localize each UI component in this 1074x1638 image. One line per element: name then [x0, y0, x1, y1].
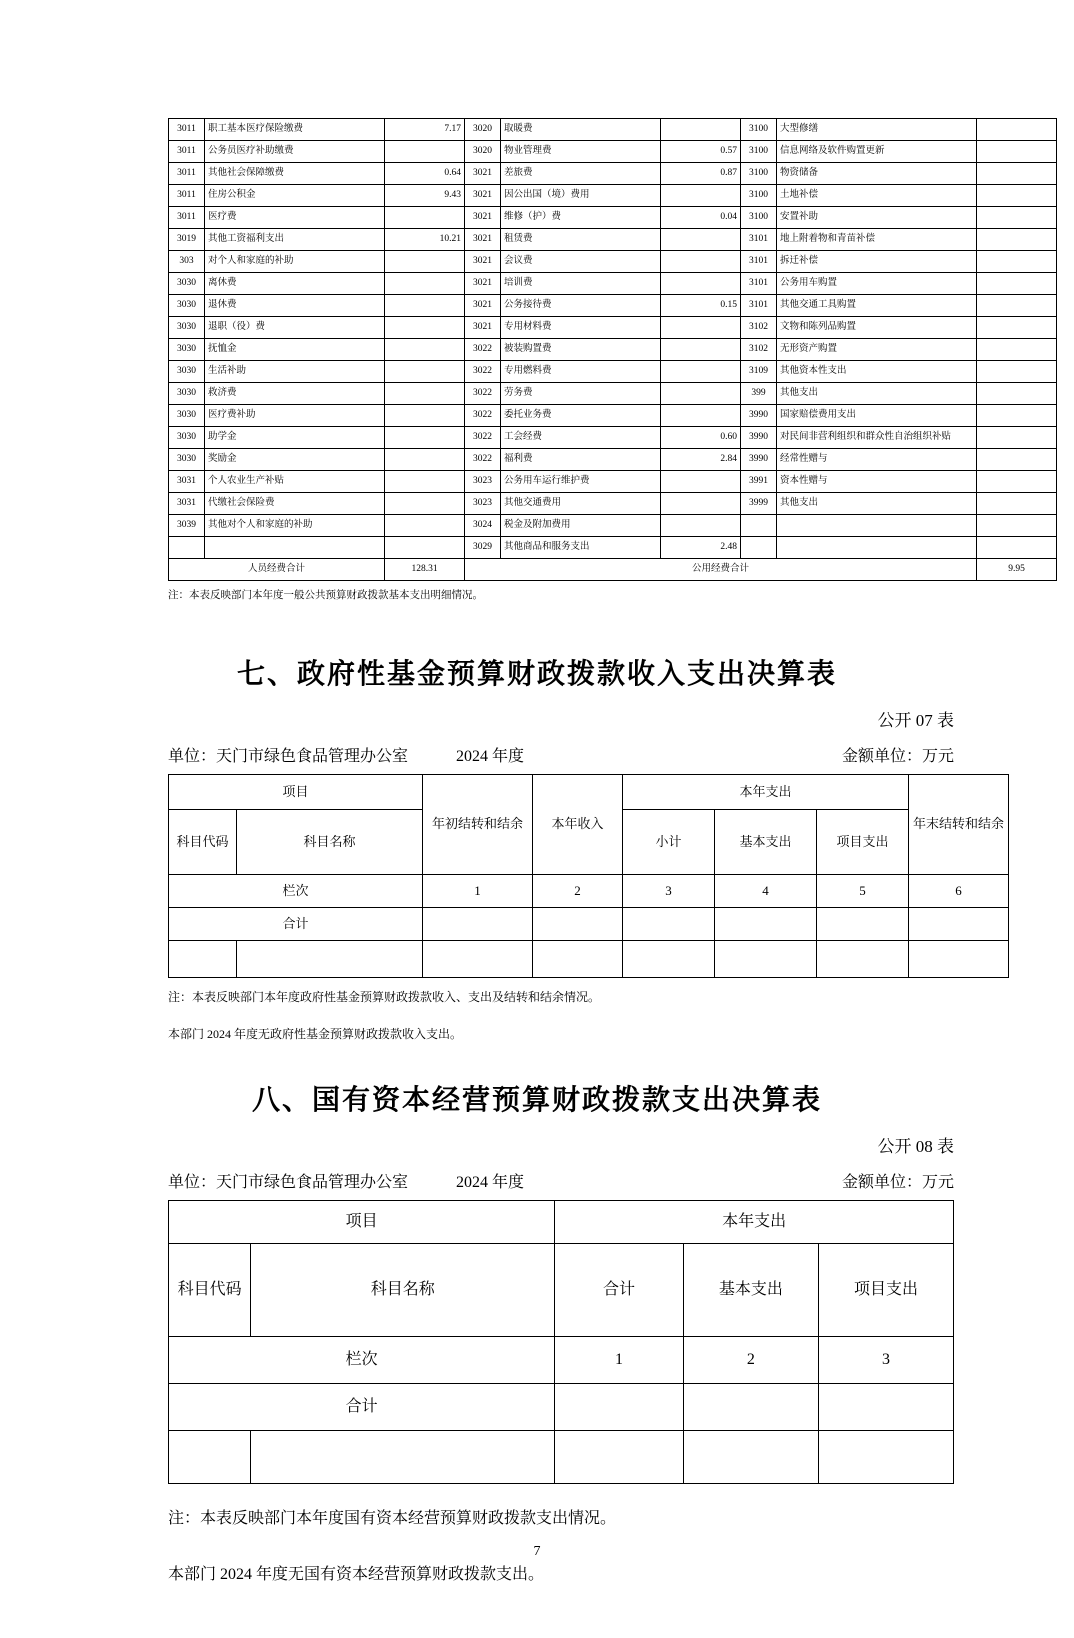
row-value-3 — [977, 229, 1057, 251]
row-code-1: 3011 — [169, 141, 205, 163]
table-row — [169, 493, 1057, 515]
row-value-2 — [661, 471, 741, 493]
s7-col-num-6: 6 — [909, 875, 1009, 908]
row-value-3 — [977, 185, 1057, 207]
row-name-2: 工会经费 — [501, 427, 661, 449]
row-value-2 — [661, 273, 741, 295]
row-code-3: 3102 — [741, 317, 777, 339]
s8-head-expenditure: 本年支出 — [555, 1201, 954, 1244]
row-name-3: 对民间非营利组织和群众性自治组织补贴 — [777, 427, 977, 449]
table-row — [169, 317, 1057, 339]
section7-note-2: 本部门 2024 年度无政府性基金预算财政拨款收入支出。 — [168, 1027, 463, 1042]
row-code-1: 3031 — [169, 493, 205, 515]
row-value-2 — [661, 493, 741, 515]
detail-grid — [168, 118, 1057, 581]
row-value-2 — [661, 317, 741, 339]
row-code-2: 3022 — [465, 405, 501, 427]
s7-total-label: 合计 — [169, 908, 423, 941]
s7-empty-code — [169, 941, 237, 978]
row-name-3: 安置补助 — [777, 207, 977, 229]
row-name-3: 其他支出 — [777, 383, 977, 405]
table-row — [169, 251, 1057, 273]
row-code-3: 3101 — [741, 229, 777, 251]
row-value-2 — [661, 339, 741, 361]
row-code-1: 3030 — [169, 427, 205, 449]
table-row — [169, 141, 1057, 163]
row-value-2: 0.15 — [661, 295, 741, 317]
row-code-2: 3022 — [465, 449, 501, 471]
section8-open-label: 公开 08 表 — [877, 1137, 954, 1157]
row-name-1: 其他工资福利支出 — [205, 229, 385, 251]
row-code-1: 3030 — [169, 361, 205, 383]
s7-empty-name — [237, 941, 423, 978]
row-value-3 — [977, 493, 1057, 515]
s7-empty-c6 — [909, 941, 1009, 978]
row-name-2: 税金及附加费用 — [501, 515, 661, 537]
row-code-2: 3021 — [465, 207, 501, 229]
row-code-1: 3019 — [169, 229, 205, 251]
row-code-3 — [741, 537, 777, 559]
table-row — [169, 383, 1057, 405]
s7-total-c2 — [533, 908, 623, 941]
s8-head-basic: 基本支出 — [683, 1244, 818, 1337]
row-name-3: 其他资本性支出 — [777, 361, 977, 383]
detail-table-note: 注：本表反映部门本年度一般公共预算财政拨款基本支出明细情况。 — [168, 590, 483, 601]
row-value-1 — [385, 141, 465, 163]
row-value-1: 7.17 — [385, 119, 465, 141]
row-code-2: 3021 — [465, 295, 501, 317]
row-value-1 — [385, 493, 465, 515]
s8-total-c1 — [555, 1384, 684, 1431]
row-value-3 — [977, 273, 1057, 295]
row-code-2: 3021 — [465, 229, 501, 251]
row-name-2: 培训费 — [501, 273, 661, 295]
section8-note-1: 注：本表反映部门本年度国有资本经营预算财政拨款支出情况。 — [168, 1510, 617, 1528]
row-name-2: 公务用车运行维护费 — [501, 471, 661, 493]
s7-total-c3 — [623, 908, 715, 941]
row-name-1: 医疗费 — [205, 207, 385, 229]
s8-empty-code — [169, 1431, 251, 1484]
table-row — [169, 273, 1057, 295]
row-name-2: 因公出国（境）费用 — [501, 185, 661, 207]
s8-col-num-2: 2 — [683, 1337, 818, 1384]
row-name-3: 公务用车购置 — [777, 273, 977, 295]
row-name-1: 公务员医疗补助缴费 — [205, 141, 385, 163]
row-name-1: 抚恤金 — [205, 339, 385, 361]
row-code-2: 3023 — [465, 471, 501, 493]
row-name-1: 救济费 — [205, 383, 385, 405]
row-value-3 — [977, 515, 1057, 537]
row-name-3: 其他支出 — [777, 493, 977, 515]
table-row — [169, 449, 1057, 471]
table-row — [169, 163, 1057, 185]
s8-empty-name — [251, 1431, 555, 1484]
summary-row — [169, 559, 1057, 581]
row-code-3: 3101 — [741, 251, 777, 273]
public-total-value: 9.95 — [977, 559, 1057, 581]
row-value-2 — [661, 361, 741, 383]
row-value-1 — [385, 471, 465, 493]
row-value-3 — [977, 251, 1057, 273]
row-name-1: 对个人和家庭的补助 — [205, 251, 385, 273]
row-name-1: 个人农业生产补贴 — [205, 471, 385, 493]
s7-head-end-balance: 年末结转和结余 — [909, 775, 1009, 875]
s8-empty-c2 — [683, 1431, 818, 1484]
row-code-3: 3101 — [741, 295, 777, 317]
row-value-3 — [977, 295, 1057, 317]
row-value-3 — [977, 141, 1057, 163]
row-code-3: 3990 — [741, 449, 777, 471]
row-name-1: 医疗费补助 — [205, 405, 385, 427]
row-value-2: 0.04 — [661, 207, 741, 229]
row-code-2: 3022 — [465, 339, 501, 361]
row-code-3: 3990 — [741, 427, 777, 449]
row-value-3 — [977, 405, 1057, 427]
row-value-3 — [977, 119, 1057, 141]
s7-head-begin-balance: 年初结转和结余 — [423, 775, 533, 875]
row-name-3: 经常性赠与 — [777, 449, 977, 471]
row-value-2 — [661, 185, 741, 207]
row-name-1: 助学金 — [205, 427, 385, 449]
s8-empty-c1 — [555, 1431, 684, 1484]
row-code-1: 3011 — [169, 119, 205, 141]
row-name-3 — [777, 537, 977, 559]
s8-head-project: 项目 — [169, 1201, 555, 1244]
row-name-1: 其他社会保障缴费 — [205, 163, 385, 185]
row-name-2: 租赁费 — [501, 229, 661, 251]
row-name-2: 取暖费 — [501, 119, 661, 141]
row-name-2: 会议费 — [501, 251, 661, 273]
row-code-3: 399 — [741, 383, 777, 405]
section7-open-label: 公开 07 表 — [877, 711, 954, 730]
public-total-label: 公用经费合计 — [465, 559, 977, 581]
s7-total-c4 — [715, 908, 817, 941]
row-name-2: 维修（护）费 — [501, 207, 661, 229]
s8-head-project-exp: 项目支出 — [818, 1244, 953, 1337]
row-name-2: 劳务费 — [501, 383, 661, 405]
row-value-3 — [977, 361, 1057, 383]
s7-empty-c4 — [715, 941, 817, 978]
s8-col-num-3: 3 — [818, 1337, 953, 1384]
row-name-3: 其他交通工具购置 — [777, 295, 977, 317]
row-value-2 — [661, 119, 741, 141]
row-value-1 — [385, 537, 465, 559]
row-value-1 — [385, 273, 465, 295]
row-code-2: 3022 — [465, 427, 501, 449]
section7-meta — [168, 743, 954, 766]
s7-head-code: 科目代码 — [169, 810, 237, 875]
row-value-3 — [977, 449, 1057, 471]
row-name-3: 拆迁补偿 — [777, 251, 977, 273]
row-value-1 — [385, 339, 465, 361]
row-name-1 — [205, 537, 385, 559]
row-code-3: 3991 — [741, 471, 777, 493]
s7-total-c6 — [909, 908, 1009, 941]
row-code-3 — [741, 515, 777, 537]
row-code-3: 3990 — [741, 405, 777, 427]
s8-total-c3 — [818, 1384, 953, 1431]
row-code-3: 3100 — [741, 163, 777, 185]
row-value-1 — [385, 361, 465, 383]
section7-unit: 单位：天门市绿色食品管理办公室 — [168, 748, 409, 765]
row-code-1: 3011 — [169, 163, 205, 185]
s7-total-c5 — [817, 908, 909, 941]
row-code-3: 3100 — [741, 207, 777, 229]
row-code-1: 3030 — [169, 405, 205, 427]
section7-table — [168, 774, 1009, 978]
table-row — [169, 185, 1057, 207]
row-code-2: 3021 — [465, 251, 501, 273]
row-value-1 — [385, 251, 465, 273]
row-code-2: 3024 — [465, 515, 501, 537]
row-name-3: 地上附着物和青苗补偿 — [777, 229, 977, 251]
personnel-total-label: 人员经费合计 — [169, 559, 385, 581]
row-name-1: 其他对个人和家庭的补助 — [205, 515, 385, 537]
row-value-1 — [385, 449, 465, 471]
s7-head-subtotal: 小计 — [623, 810, 715, 875]
s7-empty-c2 — [533, 941, 623, 978]
row-value-3 — [977, 163, 1057, 185]
row-value-1: 10.21 — [385, 229, 465, 251]
row-value-1 — [385, 515, 465, 537]
row-code-3: 3999 — [741, 493, 777, 515]
section7-title: 七、政府性基金预算财政拨款收入支出决算表 — [236, 658, 837, 689]
row-code-2: 3020 — [465, 141, 501, 163]
row-name-3: 文物和陈列品购置 — [777, 317, 977, 339]
s8-col-row-label: 栏次 — [169, 1337, 555, 1384]
table-row — [169, 515, 1057, 537]
s7-total-c1 — [423, 908, 533, 941]
row-value-2: 2.48 — [661, 537, 741, 559]
row-name-3: 资本性赠与 — [777, 471, 977, 493]
table-row — [169, 537, 1057, 559]
row-name-2: 公务接待费 — [501, 295, 661, 317]
row-code-1: 3030 — [169, 449, 205, 471]
row-value-2 — [661, 515, 741, 537]
row-code-3: 3101 — [741, 273, 777, 295]
row-name-1: 退职（役）费 — [205, 317, 385, 339]
row-value-2 — [661, 383, 741, 405]
s8-head-name: 科目名称 — [251, 1244, 555, 1337]
row-value-1 — [385, 427, 465, 449]
s7-col-num-5: 5 — [817, 875, 909, 908]
row-name-3: 信息网络及软件购置更新 — [777, 141, 977, 163]
row-code-1: 3011 — [169, 185, 205, 207]
row-name-2: 其他商品和服务支出 — [501, 537, 661, 559]
row-value-2 — [661, 405, 741, 427]
row-code-3: 3102 — [741, 339, 777, 361]
row-code-2: 3021 — [465, 317, 501, 339]
s7-head-basic: 基本支出 — [715, 810, 817, 875]
row-name-2: 差旅费 — [501, 163, 661, 185]
table-row — [169, 405, 1057, 427]
row-name-3: 物资储备 — [777, 163, 977, 185]
s7-head-expenditure: 本年支出 — [623, 775, 909, 810]
row-code-1: 3030 — [169, 295, 205, 317]
row-value-3 — [977, 207, 1057, 229]
table-row — [169, 295, 1057, 317]
s8-head-total: 合计 — [555, 1244, 684, 1337]
section8-table — [168, 1200, 954, 1484]
section7-note-1: 注：本表反映部门本年度政府性基金预算财政拨款收入、支出及结转和结余情况。 — [168, 990, 601, 1004]
s7-head-project-exp: 项目支出 — [817, 810, 909, 875]
row-name-2: 福利费 — [501, 449, 661, 471]
row-name-1: 职工基本医疗保险缴费 — [205, 119, 385, 141]
s8-empty-c3 — [818, 1431, 953, 1484]
row-value-1 — [385, 295, 465, 317]
row-value-2 — [661, 229, 741, 251]
s8-total-label: 合计 — [169, 1384, 555, 1431]
row-value-2: 0.87 — [661, 163, 741, 185]
row-code-3: 3109 — [741, 361, 777, 383]
row-value-1 — [385, 207, 465, 229]
table-row — [169, 229, 1057, 251]
s8-total-c2 — [683, 1384, 818, 1431]
section7-year: 2024 年度 — [456, 748, 525, 765]
row-name-3: 无形资产购置 — [777, 339, 977, 361]
row-name-2: 专用燃料费 — [501, 361, 661, 383]
basic-expenditure-detail-table — [168, 118, 1025, 581]
row-name-2: 专用材料费 — [501, 317, 661, 339]
row-name-1: 奖励金 — [205, 449, 385, 471]
row-value-3 — [977, 471, 1057, 493]
row-name-2: 其他交通费用 — [501, 493, 661, 515]
row-code-1: 3039 — [169, 515, 205, 537]
s7-head-name: 科目名称 — [237, 810, 423, 875]
table-row — [169, 119, 1057, 141]
row-value-2 — [661, 251, 741, 273]
table-row — [169, 207, 1057, 229]
table-row — [169, 339, 1057, 361]
row-code-2: 3029 — [465, 537, 501, 559]
row-value-3 — [977, 317, 1057, 339]
row-value-1: 0.64 — [385, 163, 465, 185]
section8-title: 八、国有资本经营预算财政拨款支出决算表 — [251, 1084, 822, 1116]
s7-col-num-4: 4 — [715, 875, 817, 908]
personnel-total-value: 128.31 — [385, 559, 465, 581]
s7-col-row-label: 栏次 — [169, 875, 423, 908]
s7-empty-c5 — [817, 941, 909, 978]
row-code-1: 3030 — [169, 383, 205, 405]
row-name-1: 代缴社会保险费 — [205, 493, 385, 515]
row-value-1 — [385, 317, 465, 339]
row-value-1 — [385, 405, 465, 427]
row-name-3: 土地补偿 — [777, 185, 977, 207]
document-page — [0, 118, 1074, 1638]
row-name-3: 国家赔偿费用支出 — [777, 405, 977, 427]
section8-meta — [168, 1169, 954, 1192]
row-name-2: 委托业务费 — [501, 405, 661, 427]
row-code-1: 3030 — [169, 273, 205, 295]
row-name-1: 住房公积金 — [205, 185, 385, 207]
table-row — [169, 427, 1057, 449]
row-code-1 — [169, 537, 205, 559]
row-code-2: 3020 — [465, 119, 501, 141]
row-value-3 — [977, 537, 1057, 559]
row-name-1: 离休费 — [205, 273, 385, 295]
row-code-1: 3011 — [169, 207, 205, 229]
row-code-3: 3100 — [741, 141, 777, 163]
s7-empty-c1 — [423, 941, 533, 978]
row-value-3 — [977, 427, 1057, 449]
section8-table-wrap — [168, 1200, 954, 1484]
s8-col-num-1: 1 — [555, 1337, 684, 1384]
row-code-2: 3021 — [465, 273, 501, 295]
row-name-1: 退休费 — [205, 295, 385, 317]
row-value-1 — [385, 383, 465, 405]
s7-empty-c3 — [623, 941, 715, 978]
s7-head-income: 本年收入 — [533, 775, 623, 875]
row-value-2: 0.57 — [661, 141, 741, 163]
page-number: 7 — [533, 1544, 541, 1559]
row-code-2: 3021 — [465, 163, 501, 185]
row-code-1: 3030 — [169, 317, 205, 339]
row-value-2: 0.60 — [661, 427, 741, 449]
s7-col-num-2: 2 — [533, 875, 623, 908]
section8-note-2: 本部门 2024 年度无国有资本经营预算财政拨款支出。 — [168, 1565, 545, 1583]
section7-table-wrap — [168, 774, 1005, 978]
section8-unit: 单位：天门市绿色食品管理办公室 — [168, 1174, 409, 1192]
row-code-1: 3031 — [169, 471, 205, 493]
section8-year: 2024 年度 — [456, 1174, 525, 1192]
row-name-2: 被装购置费 — [501, 339, 661, 361]
row-name-2: 物业管理费 — [501, 141, 661, 163]
row-code-2: 3023 — [465, 493, 501, 515]
row-name-1: 生活补助 — [205, 361, 385, 383]
s8-head-code: 科目代码 — [169, 1244, 251, 1337]
row-code-2: 3021 — [465, 185, 501, 207]
row-code-1: 303 — [169, 251, 205, 273]
table-row — [169, 361, 1057, 383]
s7-col-num-1: 1 — [423, 875, 533, 908]
row-code-3: 3100 — [741, 185, 777, 207]
row-name-3: 大型修缮 — [777, 119, 977, 141]
s7-col-num-3: 3 — [623, 875, 715, 908]
row-value-2: 2.84 — [661, 449, 741, 471]
section7-money-unit: 金额单位：万元 — [841, 748, 954, 765]
row-code-2: 3022 — [465, 361, 501, 383]
row-code-2: 3022 — [465, 383, 501, 405]
row-value-3 — [977, 383, 1057, 405]
row-value-1: 9.43 — [385, 185, 465, 207]
row-code-3: 3100 — [741, 119, 777, 141]
s7-head-project: 项目 — [169, 775, 423, 810]
row-value-3 — [977, 339, 1057, 361]
row-name-3 — [777, 515, 977, 537]
table-row — [169, 471, 1057, 493]
row-code-1: 3030 — [169, 339, 205, 361]
section8-money-unit: 金额单位：万元 — [841, 1174, 954, 1192]
